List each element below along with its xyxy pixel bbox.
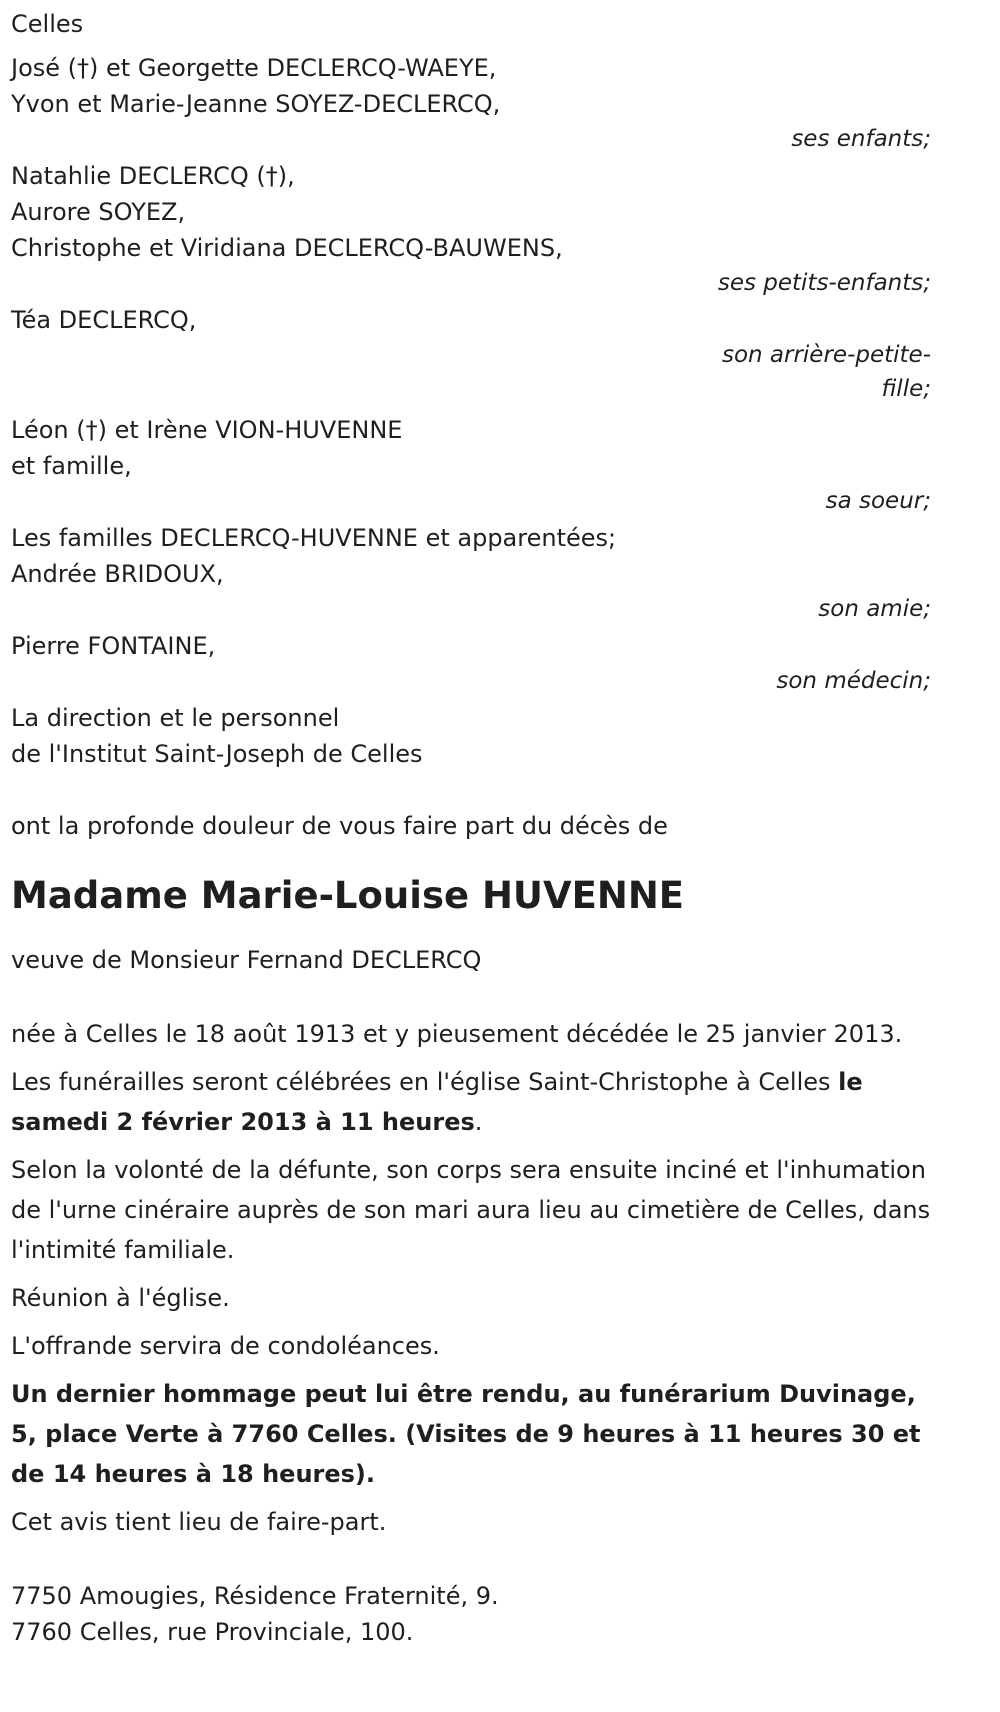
tribute-text: Un dernier hommage peut lui être rendu, au funérarium Duvinage, 5, place Verte à 7760 Celles. (Visites de 9 heures à 11 heures 30 et de 14 heures à 18 heures). bbox=[11, 1380, 921, 1488]
relation-label: sa soeur; bbox=[825, 488, 931, 514]
family-line: de l'Institut Saint-Joseph de Celles bbox=[11, 740, 423, 768]
family-line: Christophe et Viridiana DECLERCQ-BAUWENS, bbox=[11, 234, 563, 262]
notice-text: Cet avis tient lieu de faire-part. bbox=[11, 1508, 387, 1536]
relation-label: ses petits-enfants; bbox=[717, 270, 931, 296]
widow-of-text: veuve de Monsieur Fernand DECLERCQ bbox=[11, 946, 482, 974]
address-line: 7750 Amougies, Résidence Fraternité, 9. bbox=[11, 1582, 499, 1610]
relation-label: son arrière-petite-fille; bbox=[721, 342, 931, 402]
family-group-children bbox=[11, 50, 931, 156]
family-group-doctor bbox=[11, 628, 931, 698]
relation-label: son amie; bbox=[818, 596, 931, 622]
family-line: Natahlie DECLERCQ (†), bbox=[11, 162, 295, 190]
cremation-text: Selon la volonté de la défunte, son corps sera ensuite inciné et l'inhumation de l'urne cinéraire auprès de son mari aura lieu au cimetière de Celles, dans l'intimité familiale. bbox=[11, 1156, 931, 1264]
deceased-name: Madame Marie-Louise HUVENNE bbox=[11, 874, 685, 917]
family-line: Aurore SOYEZ, bbox=[11, 198, 186, 226]
family-group-grandchildren bbox=[11, 158, 931, 300]
family-line: José (†) et Georgette DECLERCQ-WAEYE, bbox=[11, 54, 497, 82]
announcement-text: ont la profonde douleur de vous faire part du décès de bbox=[11, 812, 668, 840]
address-line: 7760 Celles, rue Provinciale, 100. bbox=[11, 1618, 414, 1646]
family-group-institute bbox=[11, 700, 931, 772]
family-line: Andrée BRIDOUX, bbox=[11, 560, 224, 588]
birth-death-text: née à Celles le 18 août 1913 et y pieusement décédée le 25 janvier 2013. bbox=[11, 1020, 903, 1048]
funeral-text-before: Les funérailles seront célébrées en l'église Saint-Christophe à Celles bbox=[11, 1068, 839, 1096]
family-line: Yvon et Marie-Jeanne SOYEZ-DECLERCQ, bbox=[11, 90, 501, 118]
family-line: La direction et le personnel bbox=[11, 704, 340, 732]
family-group-great-grandchild bbox=[11, 302, 931, 406]
funeral-text-after: . bbox=[474, 1108, 483, 1136]
relation-label: ses enfants; bbox=[791, 126, 931, 152]
relation-label: son médecin; bbox=[776, 668, 931, 694]
funeral-text bbox=[11, 1062, 931, 1142]
offering-text: L'offrande servira de condoléances. bbox=[11, 1332, 440, 1360]
family-line: Les familles DECLERCQ-HUVENNE et apparentées; bbox=[11, 524, 617, 552]
family-group-sister bbox=[11, 412, 931, 518]
place-heading: Celles bbox=[11, 10, 84, 38]
family-line: Téa DECLERCQ, bbox=[11, 306, 197, 334]
family-line: Léon (†) et Irène VION-HUVENNE bbox=[11, 416, 403, 444]
family-line: Pierre FONTAINE, bbox=[11, 632, 216, 660]
funeral-date: le samedi 2 février 2013 à 11 heures bbox=[11, 1068, 863, 1136]
family-line: et famille, bbox=[11, 452, 132, 480]
family-group-friend bbox=[11, 520, 931, 626]
reunion-text: Réunion à l'église. bbox=[11, 1284, 230, 1312]
